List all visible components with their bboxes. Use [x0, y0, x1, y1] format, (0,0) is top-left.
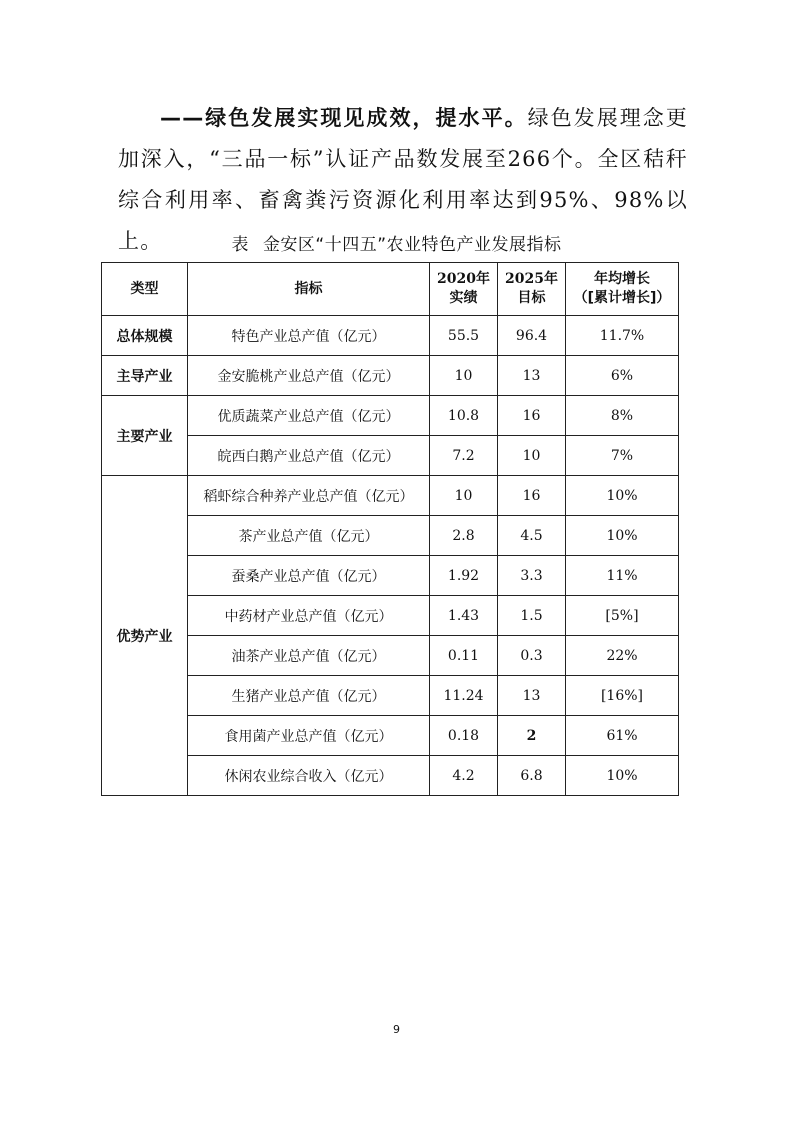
table-row: [102, 716, 679, 756]
paragraph-text: 绿色发展理念更加深入，“三品一标”认证产品数发展至266个。全区秸秆综合利用率、畜禽粪污资源化利用率达到95%、98%以上。: [118, 106, 688, 253]
category-advantage: 优势产业: [102, 476, 188, 796]
indicator-cell: 茶产业总产值（亿元）: [188, 516, 430, 556]
indicator-cell: 优质蔬菜产业总产值（亿元）: [188, 396, 430, 436]
value-2020-cell: 11.24: [430, 676, 498, 716]
page-number: 9: [393, 1023, 400, 1036]
indicator-cell: 生猪产业总产值（亿元）: [188, 676, 430, 716]
indicator-cell: 食用菌产业总产值（亿元）: [188, 716, 430, 756]
indicator-cell: 稻虾综合种养产业总产值（亿元）: [188, 476, 430, 516]
value-2025-cell: 6.8: [498, 756, 566, 796]
table-row: [102, 756, 679, 796]
header-type: 类型: [102, 263, 188, 316]
value-2020-cell: 7.2: [430, 436, 498, 476]
indicator-cell: 蚕桑产业总产值（亿元）: [188, 556, 430, 596]
indicator-cell: 中药材产业总产值（亿元）: [188, 596, 430, 636]
table-row: [102, 396, 679, 436]
value-2020-cell: 0.11: [430, 636, 498, 676]
header-indicator: 指标: [188, 263, 430, 316]
growth-cell: 61%: [566, 716, 679, 756]
table-row: [102, 516, 679, 556]
table-title-prefix: 表: [231, 235, 249, 255]
growth-cell: 10%: [566, 516, 679, 556]
growth-cell: [16%]: [566, 676, 679, 716]
growth-cell: 11%: [566, 556, 679, 596]
growth-cell: 11.7%: [566, 316, 679, 356]
value-2020-cell: 55.5: [430, 316, 498, 356]
value-2025-cell: 96.4: [498, 316, 566, 356]
indicator-cell: 皖西白鹅产业总产值（亿元）: [188, 436, 430, 476]
indicator-table: [101, 262, 679, 796]
value-2020-cell: 2.8: [430, 516, 498, 556]
growth-cell: 8%: [566, 396, 679, 436]
category-main: 主要产业: [102, 396, 188, 476]
table-row: [102, 676, 679, 716]
header-growth: 年均增长 （[累计增长]）: [566, 263, 679, 316]
paragraph-lead: ——绿色发展实现见成效，提水平。: [160, 106, 528, 130]
table-row: [102, 436, 679, 476]
value-2020-cell: 0.18: [430, 716, 498, 756]
growth-cell: 10%: [566, 756, 679, 796]
value-2020-cell: 1.92: [430, 556, 498, 596]
growth-cell: 7%: [566, 436, 679, 476]
table-row: [102, 476, 679, 516]
indicator-cell: 休闲农业综合收入（亿元）: [188, 756, 430, 796]
indicator-cell: 金安脆桃产业总产值（亿元）: [188, 356, 430, 396]
value-2025-cell: 13: [498, 356, 566, 396]
header-2020: 2020年 实绩: [430, 263, 498, 316]
value-2020-cell: 10: [430, 356, 498, 396]
growth-cell: 22%: [566, 636, 679, 676]
growth-cell: [5%]: [566, 596, 679, 636]
table-row: [102, 596, 679, 636]
value-2025-cell: 4.5: [498, 516, 566, 556]
value-2025-cell: 16: [498, 476, 566, 516]
value-2025-cell: 16: [498, 396, 566, 436]
header-2025: 2025年 目标: [498, 263, 566, 316]
category-total: 总体规模: [102, 316, 188, 356]
value-2020-cell: 1.43: [430, 596, 498, 636]
value-2025-cell: 2: [498, 716, 566, 756]
value-2025-cell: 0.3: [498, 636, 566, 676]
value-2025-cell: 13: [498, 676, 566, 716]
value-2020-cell: 10: [430, 476, 498, 516]
growth-cell: 6%: [566, 356, 679, 396]
table-row: [102, 636, 679, 676]
indicator-cell: 特色产业总产值（亿元）: [188, 316, 430, 356]
value-2020-cell: 4.2: [430, 756, 498, 796]
table-title-text: 金安区“十四五”农业特色产业发展指标: [262, 235, 562, 255]
value-2025-cell: 10: [498, 436, 566, 476]
table-row: [102, 356, 679, 396]
growth-cell: 10%: [566, 476, 679, 516]
table-row: [102, 316, 679, 356]
value-2020-cell: 10.8: [430, 396, 498, 436]
category-leading: 主导产业: [102, 356, 188, 396]
table-row: [102, 556, 679, 596]
table-header-row: [102, 263, 679, 316]
indicator-cell: 油茶产业总产值（亿元）: [188, 636, 430, 676]
value-2025-cell: 3.3: [498, 556, 566, 596]
value-2025-cell: 1.5: [498, 596, 566, 636]
table-title: [0, 230, 793, 255]
